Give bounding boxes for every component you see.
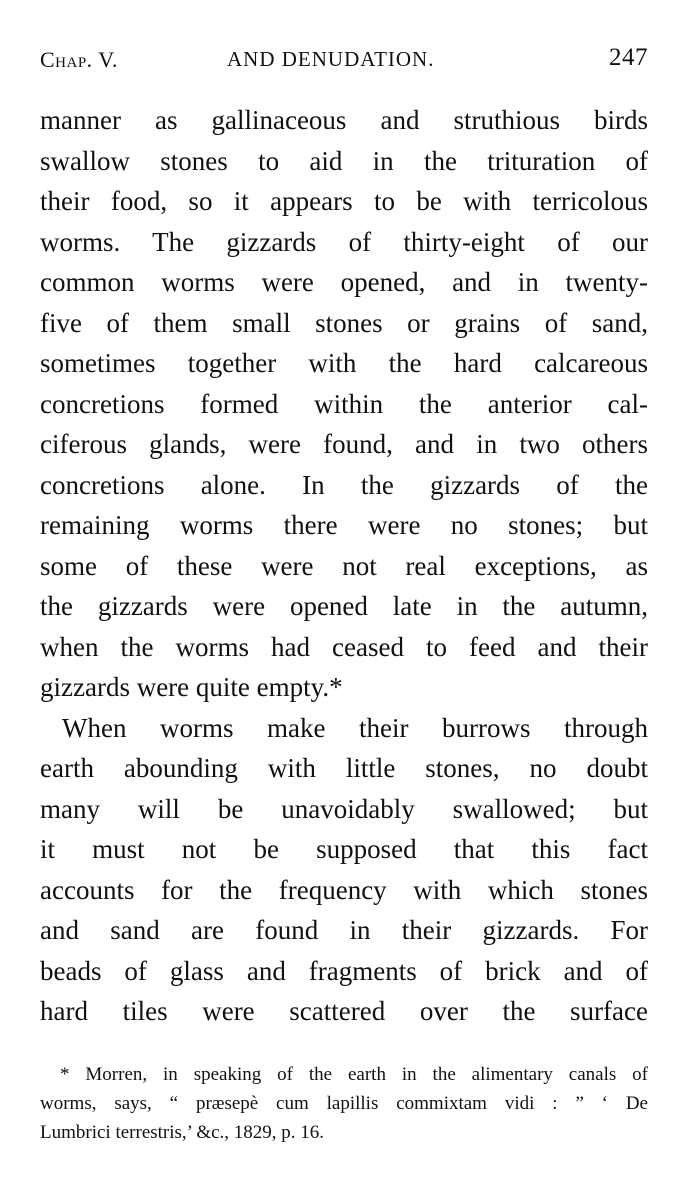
text-line: common worms were opened, and in twenty- [40, 267, 648, 297]
text-line: accounts for the frequency with which stones [40, 874, 648, 905]
text-line: some of these were not real exceptions, as [40, 550, 648, 581]
text-line: when the worms had ceased to feed and their [40, 631, 648, 662]
text-line: When worms make their burrows through [62, 712, 648, 743]
text-line: it must not be supposed that this fact [40, 834, 648, 864]
body-text [40, 100, 648, 1032]
text-line: five of them small stones or grains of sand, [40, 307, 648, 338]
book-page [40, 0, 648, 1200]
footnote-line: worms, says, “ præsepè cum lapillis commixtam vidi : ” ‘ De [40, 1093, 648, 1114]
paragraph-2 [40, 708, 648, 1032]
text-line: their food, so it appears to be with terricolous [40, 186, 648, 216]
page-number: 247 [609, 44, 648, 71]
text-line: the gizzards were opened late in the autumn, [40, 591, 648, 621]
footnote [40, 1060, 648, 1147]
running-title: AND DENUDATION. [227, 47, 435, 71]
text-line: gizzards were quite empty.* [40, 672, 343, 702]
text-line: ciferous glands, were found, and in two others [40, 429, 648, 459]
chapter-label: Chap. V. [40, 47, 118, 72]
text-line: concretions alone. In the gizzards of the [40, 469, 648, 500]
footnote-line: Lumbrici terrestris,’ &c., 1829, p. 16. [40, 1122, 325, 1143]
text-line: manner as gallinaceous and struthious birds [40, 105, 648, 135]
text-line: remaining worms there were no stones; but [40, 510, 648, 540]
text-line: sometimes together with the hard calcareous [40, 348, 648, 378]
text-line: worms. The gizzards of thirty-eight of our [40, 226, 648, 257]
paragraph-1 [40, 100, 648, 708]
footnote-line: * Morren, in speaking of the earth in the alimentary canals of [60, 1064, 648, 1085]
text-line: hard tiles were scattered over the surface [40, 996, 648, 1026]
text-line: beads of glass and fragments of brick and of [40, 955, 648, 986]
text-line: and sand are found in their gizzards. For [40, 915, 648, 945]
text-line: swallow stones to aid in the trituration of [40, 145, 648, 176]
text-line: concretions formed within the anterior cal- [40, 388, 648, 419]
text-line: earth abounding with little stones, no doubt [40, 753, 648, 783]
running-header [40, 44, 648, 74]
text-line: many will be unavoidably swallowed; but [40, 793, 648, 824]
